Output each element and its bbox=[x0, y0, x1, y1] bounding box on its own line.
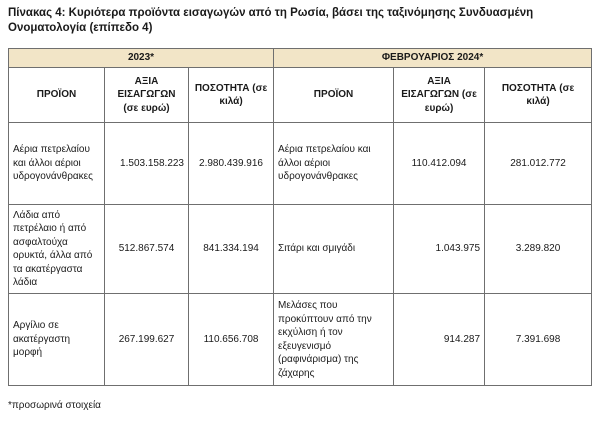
col-quantity: ΠΟΣΟΤΗΤΑ (σε κιλά) bbox=[189, 68, 274, 123]
period-2023: 2023* bbox=[9, 49, 274, 68]
table-row bbox=[9, 205, 592, 294]
product-cell: Σιτάρι και σμιγάδι bbox=[274, 205, 394, 294]
col-quantity: ΠΟΣΟΤΗΤΑ (σε κιλά) bbox=[485, 68, 592, 123]
col-value: ΑΞΙΑ ΕΙΣΑΓΩΓΩΝ (σε ευρώ) bbox=[394, 68, 485, 123]
footnote: *προσωρινά στοιχεία bbox=[8, 400, 101, 411]
col-value: ΑΞΙΑ ΕΙΣΑΓΩΓΩΝ (σε ευρώ) bbox=[105, 68, 189, 123]
imports-table bbox=[8, 48, 592, 386]
table-row bbox=[9, 123, 592, 205]
value-cell: 1.503.158.223 bbox=[105, 123, 189, 205]
value-cell: 1.043.975 bbox=[394, 205, 485, 294]
column-header-row bbox=[9, 68, 592, 123]
value-cell: 110.412.094 bbox=[394, 123, 485, 205]
product-cell: Αέρια πετρελαίου και άλλοι αέριοι υδρογονάνθρακες bbox=[9, 123, 105, 205]
product-cell: Λάδια από πετρέλαιο ή από ασφαλτούχα ορυκτά, άλλα από τα ακατέργαστα λάδια bbox=[9, 205, 105, 294]
value-cell: 512.867.574 bbox=[105, 205, 189, 294]
value-cell: 914.287 bbox=[394, 294, 485, 386]
quantity-cell: 2.980.439.916 bbox=[189, 123, 274, 205]
table-row bbox=[9, 294, 592, 386]
quantity-cell: 110.656.708 bbox=[189, 294, 274, 386]
quantity-cell: 841.334.194 bbox=[189, 205, 274, 294]
quantity-cell: 281.012.772 bbox=[485, 123, 592, 205]
col-product: ΠΡΟΪΟΝ bbox=[9, 68, 105, 123]
value-cell: 267.199.627 bbox=[105, 294, 189, 386]
table-title: Πίνακας 4: Κυριότερα προϊόντα εισαγωγών από τη Ρωσία, βάσει της ταξινόμησης Συνδυασμένη Ονοματολογία (επίπεδο 4) bbox=[8, 7, 534, 34]
product-cell: Αργίλιο σε ακατέργαστη μορφή bbox=[9, 294, 105, 386]
period-header-row bbox=[9, 49, 592, 68]
period-feb-2024: ΦΕΒΡΟΥΑΡΙΟΣ 2024* bbox=[274, 49, 592, 68]
quantity-cell: 3.289.820 bbox=[485, 205, 592, 294]
product-cell: Αέρια πετρελαίου και άλλοι αέριοι υδρογονάνθρακες bbox=[274, 123, 394, 205]
product-cell: Μελάσες που προκύπτουν από την εκχύλιση ή τον εξευγενισμό (ραφινάρισμα) της ζάχαρης bbox=[274, 294, 394, 386]
quantity-cell: 7.391.698 bbox=[485, 294, 592, 386]
col-product: ΠΡΟΪΟΝ bbox=[274, 68, 394, 123]
